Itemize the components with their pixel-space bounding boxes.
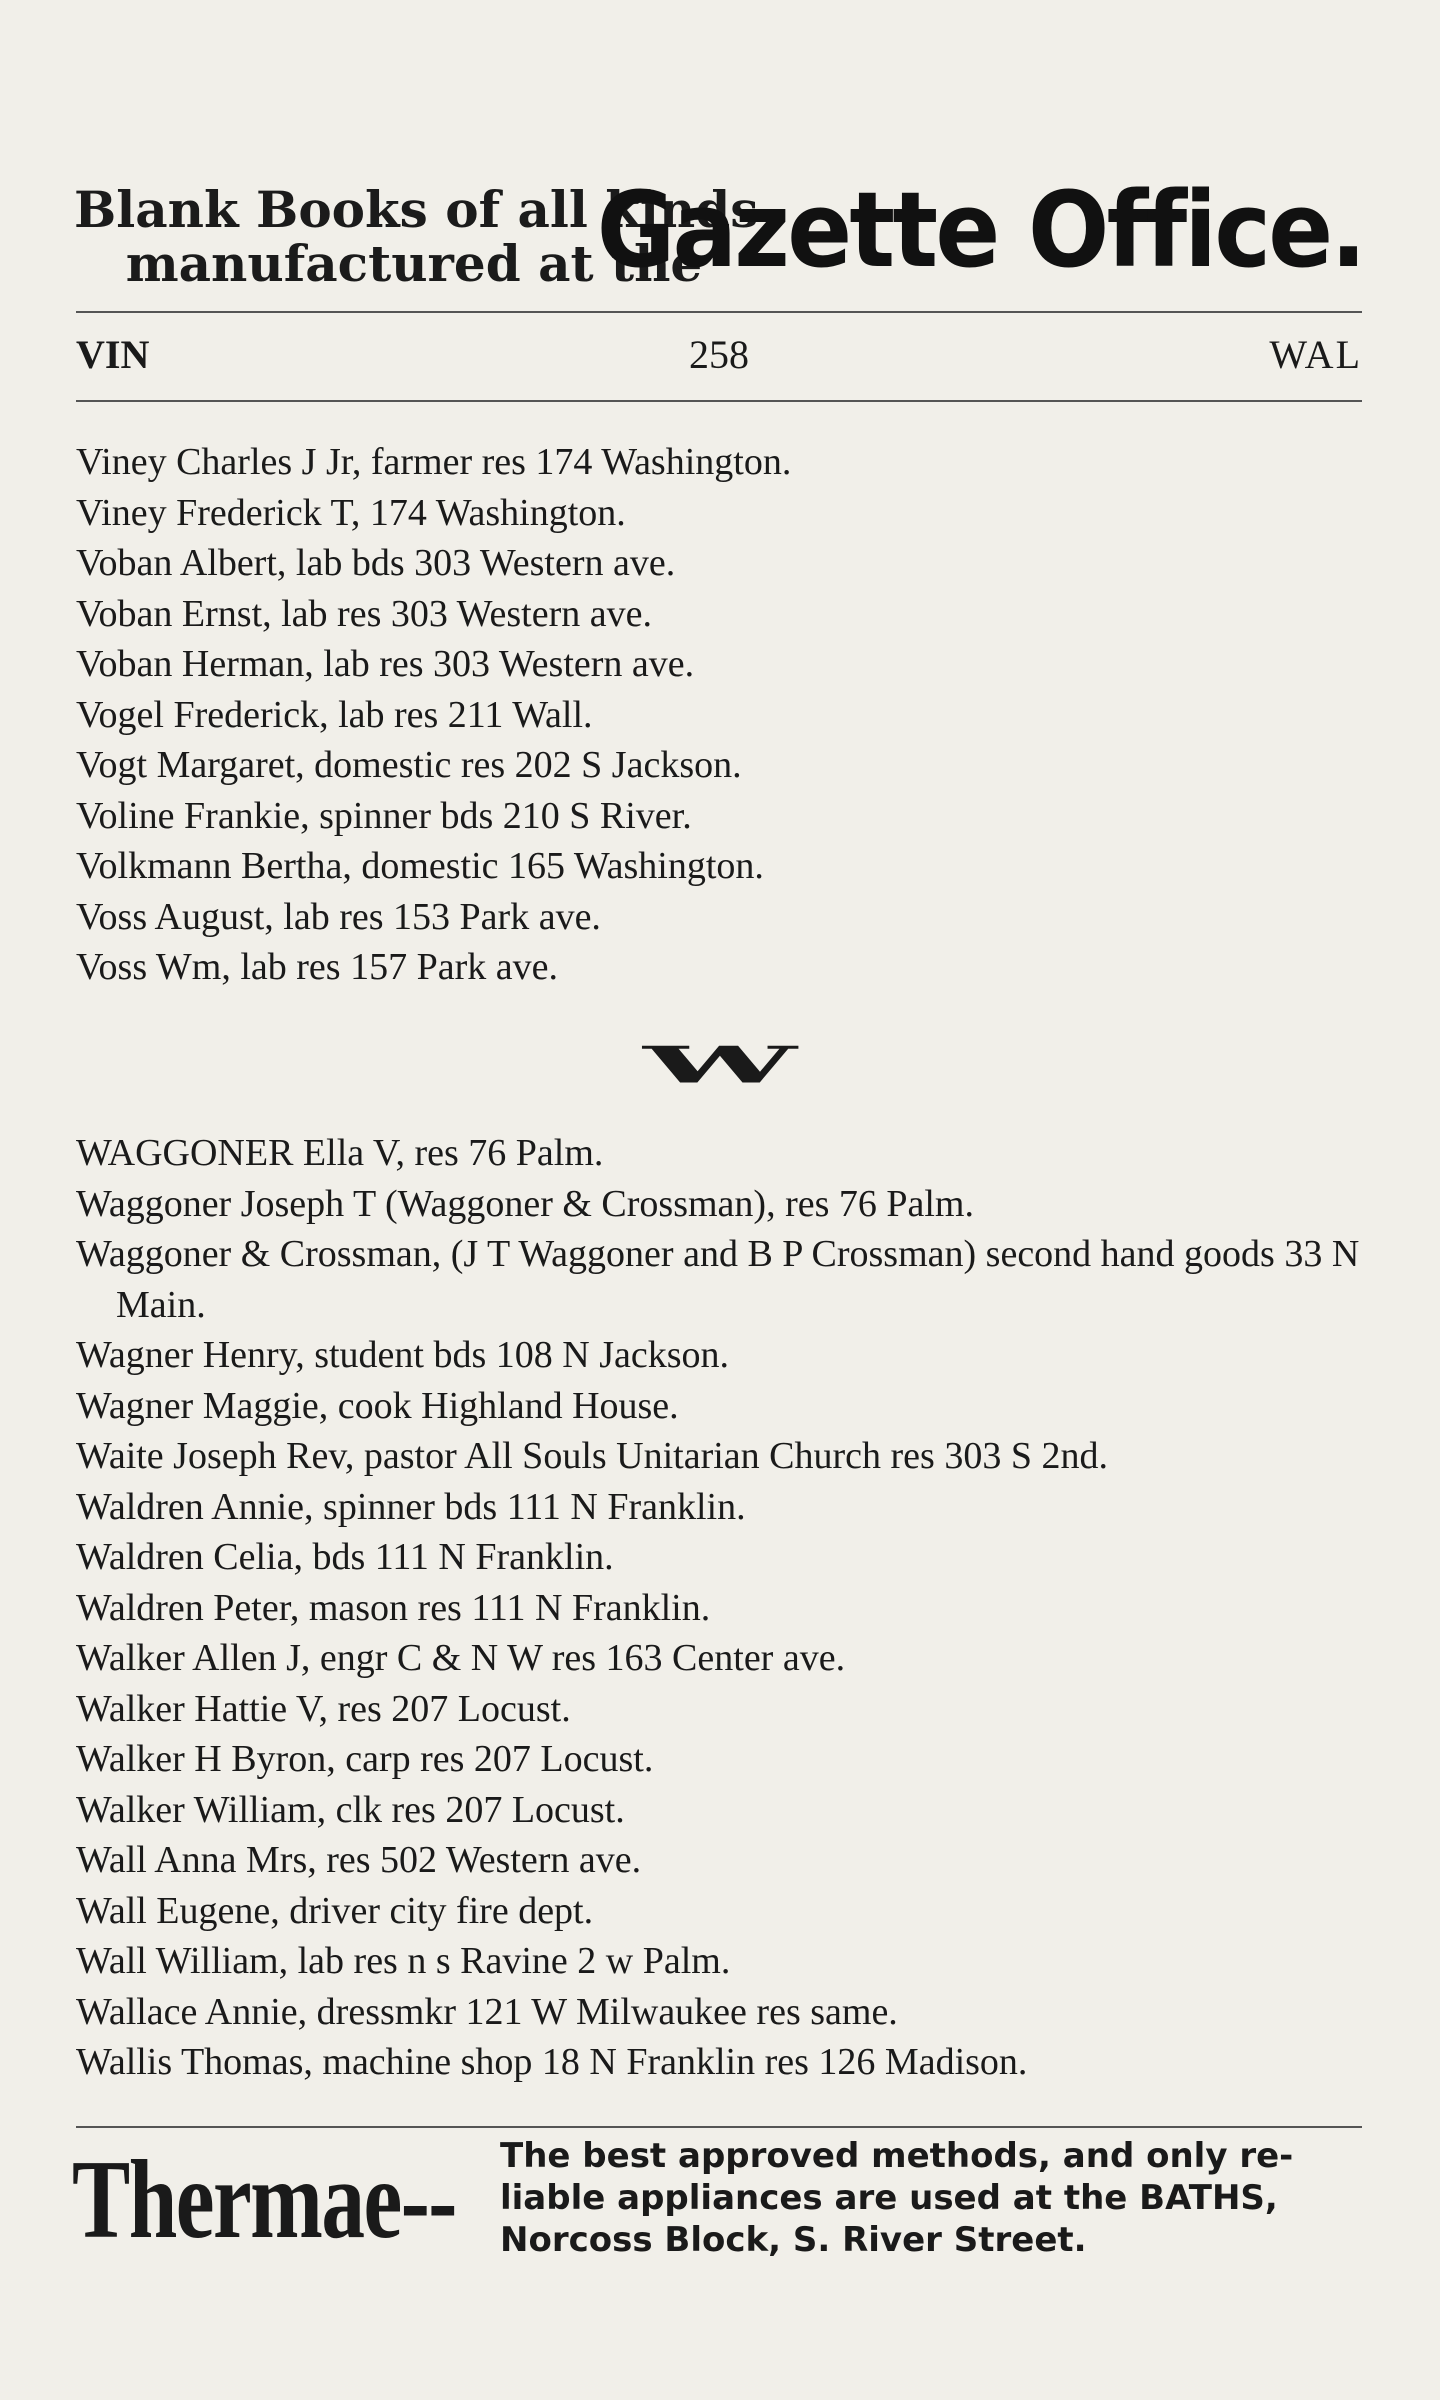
- list-item: Walker William, clk res 207 Locust.: [76, 1788, 625, 1831]
- list-item: Vogel Frederick, lab res 211 Wall.: [76, 693, 593, 736]
- list-item: WAGGONER Ella V, res 76 Palm.: [76, 1132, 604, 1174]
- list-item: Vogt Margaret, domestic res 202 S Jackson.: [76, 744, 742, 786]
- footer-ad-line-1: The best approved methods, and only re-: [500, 2136, 1294, 2176]
- list-item: Waldren Peter, mason res 111 N Franklin.: [76, 1586, 711, 1629]
- list-item: Wallis Thomas, machine shop 18 N Franklin res 126 Madison.: [76, 2041, 1028, 2083]
- footer-ad-thermae: Thermae--: [72, 2138, 456, 2262]
- list-item: Voline Frankie, spinner bds 210 S River.: [76, 794, 692, 837]
- top-rule: [76, 311, 1362, 313]
- section-letter-w: W: [643, 1034, 797, 1095]
- list-item: Volkmann Bertha, domestic 165 Washington.: [76, 845, 764, 887]
- list-item: Wagner Maggie, cook Highland House.: [76, 1384, 679, 1427]
- list-item: Voss Wm, lab res 157 Park ave.: [76, 946, 558, 988]
- list-item: Wall Eugene, driver city fire dept.: [76, 1889, 594, 1932]
- list-item: Waldren Celia, bds 111 N Franklin.: [76, 1536, 614, 1578]
- list-item: Voban Ernst, lab res 303 Western ave.: [76, 592, 652, 635]
- directory-page: [72, 0, 1368, 2400]
- list-item: Waite Joseph Rev, pastor All Souls Unitarian Church res 303 S 2nd.: [76, 1435, 1108, 1477]
- list-item: Walker Hattie V, res 207 Locust.: [76, 1687, 571, 1730]
- list-item: Walker Allen J, engr C & N W res 163 Center ave.: [76, 1637, 846, 1679]
- running-head: [76, 330, 1362, 380]
- list-item: Viney Charles J Jr, farmer res 174 Washington.: [76, 441, 792, 483]
- entries-v: [76, 437, 1366, 993]
- list-item: Viney Frederick T, 174 Washington.: [76, 491, 626, 534]
- footer-ad-line-3: Norcoss Block, S. River Street.: [500, 2220, 1087, 2260]
- running-head-right: WAL: [1269, 332, 1362, 377]
- header-ad-gazette-office: Gazette Office.: [596, 169, 1364, 291]
- head-rule: [76, 400, 1362, 402]
- list-item: Voban Albert, lab bds 303 Western ave.: [76, 542, 676, 584]
- header-advertisement: [74, 165, 1364, 295]
- list-item: Wall William, lab res n s Ravine 2 w Palm.: [76, 1940, 731, 1982]
- footer-ad-line-2: liable appliances are used at the BATHS,: [500, 2178, 1278, 2218]
- list-item: Voban Herman, lab res 303 Western ave.: [76, 643, 695, 685]
- entries-w: [76, 1128, 1366, 2088]
- list-item: Wallace Annie, dressmkr 121 W Milwaukee res same.: [76, 1990, 898, 2033]
- header-ad-line-1: Blank Books of all kinds: [74, 180, 759, 239]
- page-number: 258: [689, 332, 749, 377]
- list-item: Waggoner & Crossman, (J T Waggoner and B P Crossman) second hand goods 33 N Main.: [76, 1233, 1360, 1326]
- list-item: Wagner Henry, student bds 108 N Jackson.: [76, 1334, 730, 1376]
- header-ad-line-2: manufactured at the: [125, 234, 703, 293]
- list-item: Wall Anna Mrs, res 502 Western ave.: [76, 1839, 642, 1881]
- footer-advertisement: [72, 2125, 1368, 2275]
- running-head-left: VIN: [76, 332, 150, 377]
- list-item: Walker H Byron, carp res 207 Locust.: [76, 1738, 654, 1780]
- list-item: Voss August, lab res 153 Park ave.: [76, 895, 601, 938]
- footer-ad-copy: [500, 2135, 1370, 2261]
- list-item: Waldren Annie, spinner bds 111 N Franklin.: [76, 1485, 746, 1528]
- list-item: Waggoner Joseph T (Waggoner & Crossman), res 76 Palm.: [76, 1182, 974, 1225]
